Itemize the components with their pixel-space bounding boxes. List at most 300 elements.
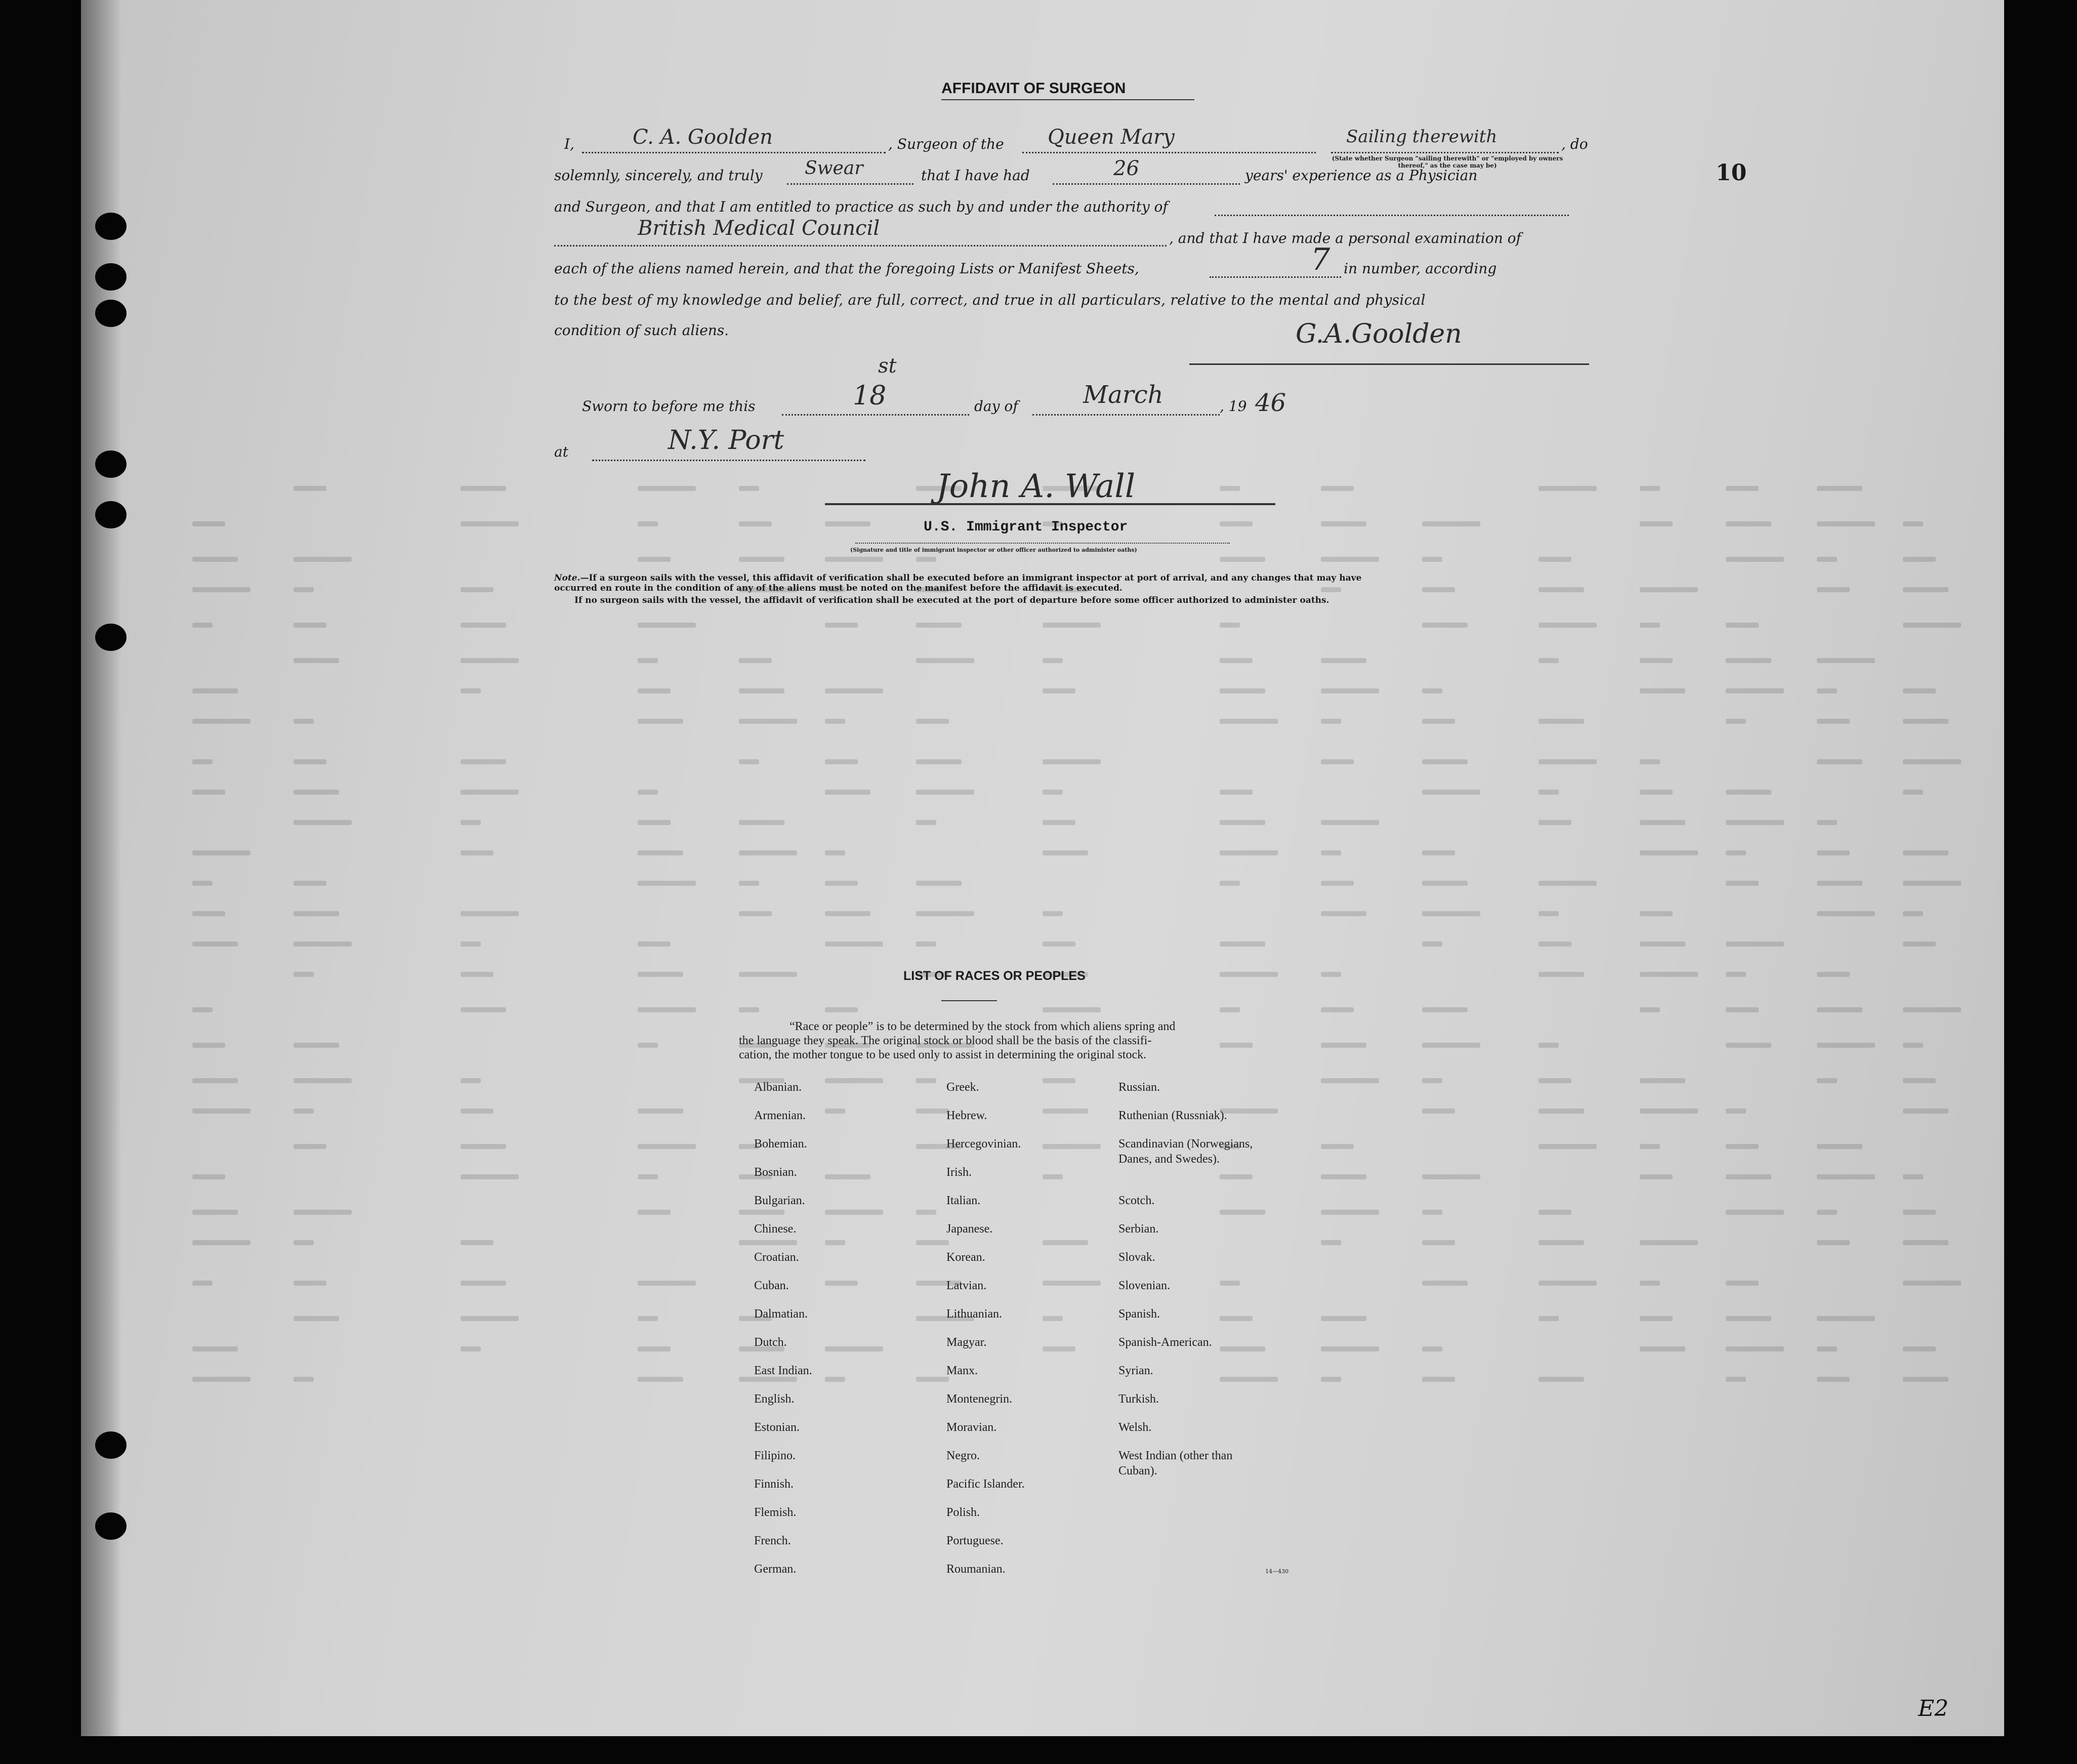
bleed-mark <box>1817 1043 1875 1048</box>
bleed-mark <box>825 790 870 795</box>
bleed-mark <box>1043 1007 1101 1012</box>
line2-mid: that I have had <box>921 167 1030 184</box>
race-item: Flemish. <box>754 1506 797 1519</box>
bleed-mark <box>1817 759 1862 764</box>
bleed-mark <box>1220 486 1240 491</box>
swear-line <box>787 183 913 185</box>
bleed-mark <box>1220 1007 1240 1012</box>
bleed-mark <box>1321 486 1354 491</box>
races-title: LIST OF RACES OR PEOPLES <box>903 969 1086 983</box>
sheets-count: 7 <box>1311 242 1331 277</box>
bleed-mark <box>1817 587 1850 592</box>
race-item: French. <box>754 1534 791 1547</box>
bleed-mark <box>1726 790 1771 795</box>
bleed-mark <box>294 1144 326 1149</box>
bleed-mark <box>1321 1174 1366 1179</box>
bleed-mark <box>1321 688 1379 693</box>
bleed-mark <box>1539 587 1584 592</box>
sworn-prefix: Sworn to before me this <box>582 398 756 415</box>
inspector-title: U.S. Immigrant Inspector <box>924 519 1128 535</box>
bleed-mark <box>1726 1316 1771 1321</box>
bleed-mark <box>461 850 493 855</box>
race-item: Estonian. <box>754 1421 800 1434</box>
bleed-mark <box>1321 1007 1354 1012</box>
bleed-mark <box>294 587 314 592</box>
bleed-mark <box>1043 850 1088 855</box>
form-number: 14—430 <box>1265 1568 1289 1575</box>
bleed-mark <box>1422 623 1468 628</box>
bleed-mark <box>1422 688 1442 693</box>
race-item: Albanian. <box>754 1081 802 1094</box>
bleed-mark <box>1903 1078 1936 1083</box>
bleed-mark <box>916 911 974 916</box>
bleed-mark <box>461 790 519 795</box>
bleed-mark <box>1640 1240 1698 1245</box>
line5-suffix: in number, according <box>1344 260 1497 277</box>
bleed-mark <box>1726 1174 1771 1179</box>
bleed-mark <box>739 972 797 977</box>
race-item: Spanish-American. <box>1118 1336 1212 1349</box>
swear-word: Swear <box>805 158 863 179</box>
document-sheet <box>81 0 2004 1736</box>
race-item: Russian. <box>1118 1081 1160 1094</box>
race-item: Slovenian. <box>1118 1279 1170 1292</box>
bleed-mark <box>1640 1109 1698 1114</box>
bleed-mark <box>461 623 506 628</box>
bleed-mark <box>461 587 493 592</box>
bleed-mark <box>294 1377 314 1382</box>
race-item: Filipino. <box>754 1449 796 1462</box>
bleed-mark <box>1640 1007 1660 1012</box>
bleed-mark <box>461 1144 506 1149</box>
sworn-day-line <box>782 414 969 416</box>
bleed-mark <box>825 1281 858 1286</box>
bleed-mark <box>1422 1281 1468 1286</box>
bleed-mark <box>192 587 251 592</box>
bleed-mark <box>1321 587 1341 592</box>
bleed-mark <box>1539 1210 1571 1215</box>
bleed-mark <box>1817 688 1837 693</box>
day-of-label: day of <box>974 398 1018 415</box>
race-item: English. <box>754 1392 795 1406</box>
bleed-mark <box>1903 1281 1961 1286</box>
bleed-mark <box>916 623 962 628</box>
bleed-mark <box>1817 1007 1862 1012</box>
bleed-mark <box>1903 1346 1936 1351</box>
bleed-mark <box>1817 1144 1862 1149</box>
place-line <box>592 460 865 461</box>
bleed-mark <box>1422 790 1480 795</box>
corner-mark: E2 <box>1918 1696 1949 1721</box>
bleed-mark <box>1539 1281 1597 1286</box>
sworn-month: March <box>1083 381 1164 409</box>
bleed-mark <box>1539 972 1584 977</box>
race-item: Syrian. <box>1118 1364 1153 1377</box>
bleed-mark <box>638 1377 683 1382</box>
inspector-signature: John A. Wall <box>936 468 1136 505</box>
bleed-mark <box>192 1078 238 1083</box>
bleed-mark <box>825 881 858 886</box>
race-item: Bosnian. <box>754 1166 797 1179</box>
bleed-mark <box>192 911 225 916</box>
race-item: Moravian. <box>946 1421 997 1434</box>
punch-hole <box>95 1512 127 1540</box>
bleed-mark <box>1539 790 1559 795</box>
race-item: Scotch. <box>1118 1194 1155 1207</box>
bleed-mark <box>1817 1078 1837 1083</box>
bleed-mark <box>739 521 772 526</box>
bleed-mark <box>1043 941 1075 947</box>
race-item: Portuguese. <box>946 1534 1004 1547</box>
bleed-mark <box>1220 972 1278 977</box>
bleed-mark <box>294 972 314 977</box>
bleed-mark <box>1220 1281 1240 1286</box>
bleed-mark <box>1640 941 1685 947</box>
bleed-mark <box>1817 1316 1875 1321</box>
bleed-mark <box>1321 1078 1379 1083</box>
bleed-mark <box>1422 941 1442 947</box>
bleed-mark <box>1640 759 1660 764</box>
line7-text: condition of such aliens. <box>554 322 729 339</box>
surgeon-name: C. A. Goolden <box>633 126 773 149</box>
sailing-line <box>1331 152 1559 153</box>
bleed-mark <box>1422 1346 1442 1351</box>
title-underline <box>941 99 1194 100</box>
bleed-mark <box>1539 1078 1571 1083</box>
bleed-mark <box>1321 1210 1379 1215</box>
bleed-mark <box>1726 688 1784 693</box>
bleed-mark <box>192 1007 213 1012</box>
bleed-mark <box>294 1316 339 1321</box>
authority-line <box>554 245 1167 247</box>
bleed-mark <box>1321 820 1379 825</box>
bleed-mark <box>1220 790 1253 795</box>
note-line1 <box>554 573 1361 583</box>
bleed-mark <box>1640 521 1673 526</box>
line3-text: and Surgeon, and that I am entitled to practice as such by and under the authority of <box>554 198 1168 215</box>
bleed-mark <box>1220 1109 1278 1114</box>
bleed-mark <box>638 1210 671 1215</box>
bleed-mark <box>638 941 671 947</box>
bleed-mark <box>461 1109 493 1114</box>
years-value: 26 <box>1113 157 1139 180</box>
sworn-day-suffix: st <box>878 354 897 378</box>
bleed-mark <box>1043 688 1075 693</box>
bleed-mark <box>1539 759 1597 764</box>
bleed-mark <box>461 1346 481 1351</box>
bleed-mark <box>1043 1078 1075 1083</box>
bleed-mark <box>1903 557 1936 562</box>
bleed-mark <box>1726 1144 1759 1149</box>
bleed-mark <box>1220 850 1278 855</box>
bleed-mark <box>825 1078 883 1083</box>
bleed-mark <box>1903 1043 1923 1048</box>
bleed-mark <box>1817 486 1862 491</box>
bleed-mark <box>1726 658 1771 663</box>
bleed-mark <box>1422 1174 1480 1179</box>
bleed-mark <box>294 1210 352 1215</box>
sailing-with: Sailing therewith <box>1346 127 1498 147</box>
inspector-caption: (Signature and title of immigrant inspector or other officer authorized to administer oaths) <box>850 547 1137 553</box>
bleed-mark <box>916 820 936 825</box>
bleed-mark <box>1903 1007 1961 1012</box>
bleed-mark <box>825 521 870 526</box>
bleed-mark <box>916 557 936 562</box>
race-item: Roumanian. <box>946 1563 1006 1576</box>
bleed-mark <box>1726 719 1746 724</box>
bleed-mark <box>739 881 759 886</box>
bleed-mark <box>1220 521 1253 526</box>
bleed-mark <box>1422 1109 1455 1114</box>
bleed-mark <box>825 911 870 916</box>
bleed-mark <box>192 790 225 795</box>
bleed-mark <box>638 557 671 562</box>
bleed-mark <box>739 1240 797 1245</box>
scan-edge-shadow <box>81 0 121 1736</box>
bleed-mark <box>1422 881 1468 886</box>
race-item: Chinese. <box>754 1222 797 1236</box>
bleed-mark <box>1422 850 1455 855</box>
bleed-mark <box>1043 623 1101 628</box>
bleed-mark <box>1220 881 1240 886</box>
bleed-mark <box>461 1240 493 1245</box>
bleed-mark <box>1321 1377 1341 1382</box>
bleed-mark <box>638 486 696 491</box>
bleed-mark <box>1726 1043 1771 1048</box>
bleed-mark <box>192 1377 251 1382</box>
bleed-mark <box>739 557 784 562</box>
race-item: Scandinavian (Norwegians, <box>1118 1137 1253 1151</box>
bleed-mark <box>825 1377 845 1382</box>
note-line2: occurred en route in the condition of any of the aliens must be noted on the manifest before the affidavit is executed. <box>554 583 1123 593</box>
bleed-mark <box>192 759 213 764</box>
bleed-mark <box>739 719 797 724</box>
bleed-mark <box>294 1043 339 1048</box>
bleed-mark <box>461 1174 519 1179</box>
race-item: Greek. <box>946 1081 979 1094</box>
bleed-mark <box>1539 911 1559 916</box>
race-item: Montenegrin. <box>946 1392 1012 1406</box>
bleed-mark <box>461 486 506 491</box>
bleed-mark <box>461 759 506 764</box>
bleed-mark <box>294 790 339 795</box>
bleed-mark <box>1220 820 1265 825</box>
bleed-mark <box>1726 820 1784 825</box>
race-item: Bohemian. <box>754 1137 807 1151</box>
races-title-rule <box>941 1000 997 1001</box>
vessel-name: Queen Mary <box>1048 126 1175 149</box>
bleed-mark <box>1903 688 1936 693</box>
bleed-mark <box>192 557 238 562</box>
bleed-mark <box>825 759 858 764</box>
race-item: Hercegovinian. <box>946 1137 1021 1151</box>
bleed-mark <box>916 658 974 663</box>
bleed-mark <box>192 521 225 526</box>
race-item: Hebrew. <box>946 1109 987 1122</box>
bleed-mark <box>825 623 858 628</box>
race-item: Dutch. <box>754 1336 787 1349</box>
bleed-mark <box>739 759 759 764</box>
bleed-mark <box>1726 521 1771 526</box>
do-text: , do <box>1561 136 1588 152</box>
bleed-mark <box>916 790 974 795</box>
bleed-mark <box>1043 1346 1075 1351</box>
bleed-mark <box>1220 1210 1265 1215</box>
bleed-mark <box>1043 1240 1088 1245</box>
page-number: 10 <box>1716 160 1747 186</box>
bleed-mark <box>916 941 936 947</box>
bleed-mark <box>294 911 339 916</box>
bleed-mark <box>1726 1109 1746 1114</box>
inspector-signature-line <box>825 503 1275 505</box>
place-value: N.Y. Port <box>668 425 784 456</box>
bleed-mark <box>1422 557 1442 562</box>
punch-hole <box>95 300 127 327</box>
bleed-mark <box>1539 658 1559 663</box>
bleed-mark <box>1043 658 1063 663</box>
race-item: Serbian. <box>1118 1222 1159 1236</box>
bleed-mark <box>1422 1377 1455 1382</box>
bleed-mark <box>192 941 238 947</box>
bleed-mark <box>1043 1144 1101 1149</box>
bleed-mark <box>1903 881 1961 886</box>
bleed-mark <box>825 1346 883 1351</box>
bleed-mark <box>916 759 962 764</box>
bleed-mark <box>1539 941 1571 947</box>
bleed-mark <box>1817 658 1875 663</box>
race-item: Lithuanian. <box>946 1307 1002 1321</box>
bleed-mark <box>1321 759 1354 764</box>
bleed-mark <box>1640 1144 1660 1149</box>
authority-value: British Medical Council <box>638 217 880 240</box>
bleed-mark <box>1726 486 1759 491</box>
bleed-mark <box>461 911 519 916</box>
bleed-mark <box>916 1210 936 1215</box>
bleed-mark <box>1220 623 1240 628</box>
bleed-mark <box>1817 1174 1875 1179</box>
bleed-mark <box>638 1109 683 1114</box>
bleed-mark <box>192 881 213 886</box>
bleed-mark <box>1539 557 1571 562</box>
bleed-mark <box>1726 1007 1759 1012</box>
bleed-mark <box>1043 820 1075 825</box>
bleed-mark <box>1220 1043 1253 1048</box>
bleed-mark <box>1903 1109 1948 1114</box>
bleed-mark <box>1321 557 1379 562</box>
bleed-mark <box>1321 719 1341 724</box>
bleed-mark <box>1817 557 1837 562</box>
bleed-mark <box>739 820 784 825</box>
bleed-mark <box>638 850 683 855</box>
bleed-mark <box>1321 521 1366 526</box>
race-item: Italian. <box>946 1194 981 1207</box>
bleed-mark <box>461 521 519 526</box>
bleed-mark <box>739 486 759 491</box>
bleed-mark <box>1043 1174 1063 1179</box>
bleed-mark <box>1640 790 1673 795</box>
bleed-mark <box>294 1078 352 1083</box>
bleed-mark <box>825 850 845 855</box>
race-item: East Indian. <box>754 1364 812 1377</box>
bleed-mark <box>638 1043 658 1048</box>
bleed-mark <box>1640 486 1660 491</box>
bleed-mark <box>1321 1316 1366 1321</box>
race-item: Magyar. <box>946 1336 987 1349</box>
bleed-mark <box>1640 587 1698 592</box>
bleed-mark <box>1640 911 1673 916</box>
line5-prefix: each of the aliens named herein, and that the foregoing Lists or Manifest Sheets, <box>554 260 1139 277</box>
note-label: Note. <box>554 573 580 583</box>
bleed-mark <box>1220 941 1265 947</box>
bleed-mark <box>1539 1377 1584 1382</box>
bleed-mark <box>1043 1281 1101 1286</box>
bleed-mark <box>461 1007 506 1012</box>
bleed-mark <box>638 1144 696 1149</box>
race-item: Japanese. <box>946 1222 993 1236</box>
race-item: Manx. <box>946 1364 978 1377</box>
bleed-mark <box>461 1078 481 1083</box>
bleed-mark <box>461 658 519 663</box>
bleed-mark <box>638 719 683 724</box>
bleed-mark <box>739 688 784 693</box>
bleed-mark <box>825 719 845 724</box>
bleed-mark <box>294 941 352 947</box>
bleed-mark <box>1321 972 1341 977</box>
bleed-mark <box>1422 1043 1480 1048</box>
bleed-mark <box>192 623 213 628</box>
bleed-mark <box>1903 587 1948 592</box>
bleed-mark <box>916 1078 936 1083</box>
bleed-mark <box>1539 623 1597 628</box>
bleed-mark <box>1903 1174 1923 1179</box>
bleed-mark <box>1422 521 1480 526</box>
race-item: Danes, and Swedes). <box>1118 1153 1220 1166</box>
bleed-mark <box>739 1210 784 1215</box>
bleed-mark <box>1640 850 1698 855</box>
bleed-mark <box>1422 1007 1468 1012</box>
race-item: Pacific Islander. <box>946 1478 1025 1491</box>
owners-note: (State whether Surgeon "sailing therewith" or "employed by owners thereof," as the case may be) <box>1332 155 1563 169</box>
bleed-mark <box>461 972 493 977</box>
punch-hole <box>95 1431 127 1459</box>
race-item: Welsh. <box>1118 1421 1152 1434</box>
bleed-mark <box>1539 1316 1559 1321</box>
line6-text: to the best of my knowledge and belief, are full, correct, and true in all particulars, relative to the mental and physical <box>554 292 1426 308</box>
race-item: Ruthenian (Russniak). <box>1118 1109 1227 1122</box>
bleed-mark <box>1539 1144 1597 1149</box>
bleed-mark <box>1321 658 1366 663</box>
bleed-mark <box>1640 1346 1685 1351</box>
bleed-mark <box>1043 911 1063 916</box>
note-line3: If no surgeon sails with the vessel, the affidavit of verification shall be executed at the port of departure before some officer authorized to administer oaths. <box>574 595 1330 605</box>
bleed-mark <box>1817 850 1850 855</box>
bleed-mark <box>1640 820 1685 825</box>
line2-prefix: solemnly, sincerely, and truly <box>554 167 763 184</box>
year-prefix: , 19 <box>1220 398 1247 415</box>
bleed-mark <box>638 521 658 526</box>
surgeon-signature: G.A.Goolden <box>1296 319 1462 349</box>
bleed-mark <box>1903 790 1923 795</box>
bleed-mark <box>192 1043 225 1048</box>
race-item: Finnish. <box>754 1478 794 1491</box>
bleed-mark <box>1220 1377 1278 1382</box>
bleed-mark <box>1726 881 1759 886</box>
bleed-mark <box>192 1240 251 1245</box>
bleed-mark <box>638 820 671 825</box>
bleed-mark <box>1817 521 1875 526</box>
bleed-mark <box>1640 623 1660 628</box>
bleed-mark <box>638 1346 671 1351</box>
